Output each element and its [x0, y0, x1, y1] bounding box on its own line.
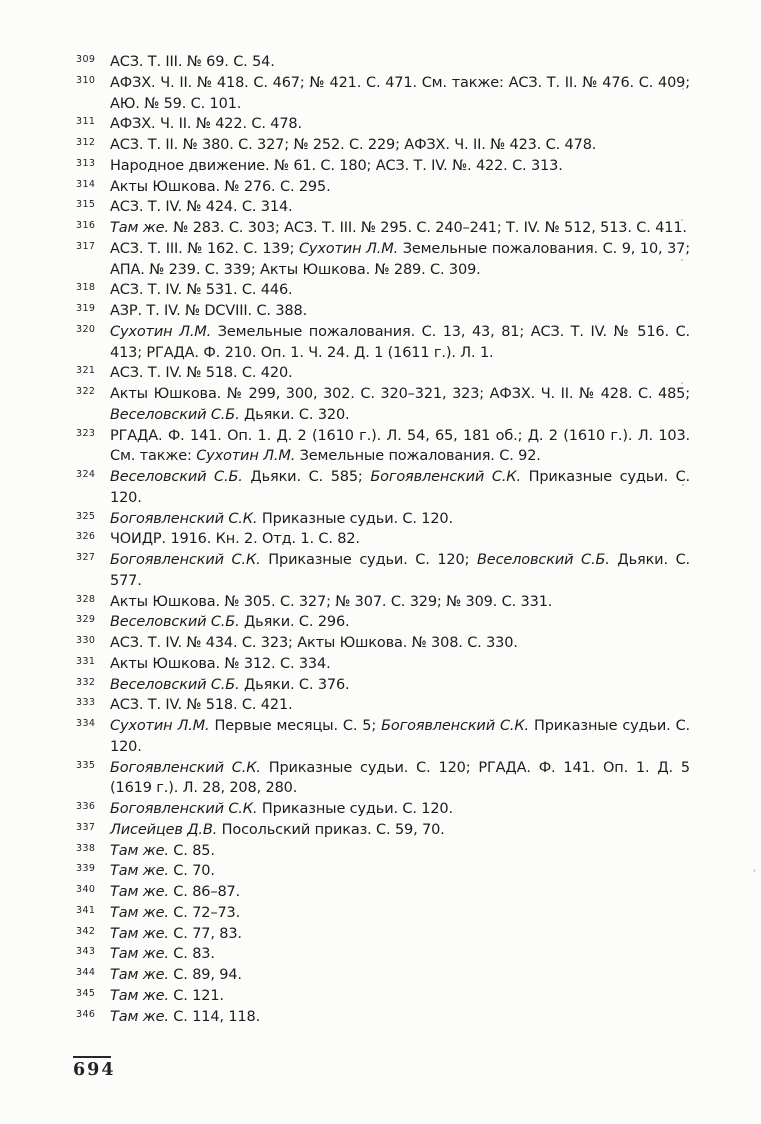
footnote-text — [110, 635, 518, 651]
footnote-number: 320 — [76, 323, 96, 335]
citation-text: АСЗ. Т. IV. № 518. С. 420. — [110, 365, 293, 382]
citation-text: С. 72–73. — [168, 904, 241, 921]
footnote-310 — [75, 73, 690, 115]
footnote-text — [110, 137, 596, 153]
footnote-text — [110, 428, 690, 465]
cited-author: Богоявленский С.К. — [110, 552, 261, 568]
footnote-number: 331 — [76, 655, 96, 667]
cited-author: Богоявленский С.К. — [381, 718, 529, 734]
citation-text: Земельные пожалования. С. 9, 10, 37; АПА. № 239. С. 339; Акты Юшкова. № 289. С. 309. — [110, 240, 690, 278]
footnote-text — [110, 158, 563, 174]
footnote-text — [110, 614, 350, 630]
endnotes-list — [75, 52, 690, 1027]
footnote-text — [110, 54, 275, 70]
footnote-316 — [75, 218, 690, 239]
citation-text: Земельные пожалования. С. 13, 43, 81; АСЗ. Т. IV. № 516. С. 413; РГАДА. Ф. 210. Оп. 1. Ч. 24. Д. 1 (1611 г.). Л. 1. — [110, 323, 691, 361]
footnote-324 — [75, 467, 690, 509]
footnote-number: 319 — [76, 303, 96, 314]
footnote-text — [110, 116, 302, 132]
cited-author: Сухотин Л.М. — [110, 718, 210, 734]
cited-author: Там же. — [110, 220, 169, 236]
cited-author: Лисейцев Д.В. — [110, 821, 218, 838]
footnote-345 — [75, 986, 690, 1007]
cited-author: Там же. — [110, 925, 169, 942]
footnote-332 — [75, 675, 690, 696]
citation-text: Дьяки. С. 376. — [239, 676, 350, 693]
citation-text: АСЗ. Т. IV. № 434. С. 323; Акты Юшкова. № 308. С. 330. — [110, 635, 518, 651]
footnote-text — [110, 365, 293, 381]
citation-text: АСЗ. Т. III. № 162. С. 139; — [110, 240, 299, 257]
footnote-number: 336 — [76, 801, 96, 812]
page-footer — [73, 1056, 116, 1080]
footnote-number: 344 — [76, 967, 96, 978]
footnote-text — [110, 531, 360, 547]
cited-author: Там же. — [110, 863, 169, 880]
cited-author: Богоявленский С.К. — [110, 510, 258, 527]
footnote-325 — [75, 509, 690, 530]
footnote-number: 340 — [76, 884, 96, 895]
scan-speck — [681, 382, 683, 384]
footnote-number: 321 — [76, 365, 96, 377]
footnote-319 — [75, 301, 690, 322]
footnote-text — [110, 469, 690, 506]
footnote-number: 330 — [76, 635, 96, 646]
cited-author: Веселовский С.Б. — [110, 676, 240, 693]
cited-author: Там же. — [110, 1008, 169, 1025]
cited-author: Веселовский С.Б. — [110, 406, 240, 423]
citation-text: Акты Юшкова. № 299, 300, 302. С. 320–321, 323; АФЗХ. Ч. II. № 428. С. 485; — [110, 386, 690, 402]
footnote-text — [110, 801, 453, 817]
footnote-number: 345 — [76, 987, 96, 999]
citation-text: Дьяки. С. 577. — [110, 552, 691, 589]
footnote-317 — [75, 239, 690, 281]
footnote-text — [110, 179, 331, 195]
footnote-number: 326 — [76, 531, 96, 543]
footnote-336 — [75, 799, 690, 820]
footnote-text — [110, 697, 293, 713]
footnote-330 — [75, 633, 690, 654]
footnote-327 — [75, 550, 690, 592]
footnote-text — [110, 199, 293, 215]
footnote-number: 343 — [76, 946, 96, 958]
footnote-312 — [75, 135, 690, 156]
footnote-text — [110, 863, 215, 879]
footnote-number: 341 — [76, 904, 96, 916]
footnote-338 — [75, 841, 690, 862]
footnote-321 — [75, 363, 690, 384]
footnote-315 — [75, 197, 690, 218]
footnote-text — [110, 303, 307, 319]
footnote-number: 329 — [76, 614, 96, 626]
footnote-number: 325 — [76, 510, 96, 522]
footnote-342 — [75, 924, 690, 945]
footnote-329 — [75, 612, 690, 633]
footnote-number: 334 — [76, 718, 96, 729]
footnote-text — [110, 926, 242, 942]
citation-text: Акты Юшкова. № 276. С. 295. — [110, 178, 331, 195]
footnote-number: 314 — [76, 178, 96, 190]
citation-text: АСЗ. Т. IV. № 518. С. 421. — [110, 697, 293, 714]
footnote-text — [110, 677, 350, 693]
citation-text: С. 70. — [168, 863, 215, 880]
citation-text: Акты Юшкова. № 312. С. 334. — [110, 655, 331, 672]
footnote-309 — [75, 52, 690, 73]
cited-author: Богоявленский С.К. — [370, 469, 521, 485]
citation-text: Приказные судьи. С. 120. — [110, 718, 691, 755]
citation-text: Дьяки. С. 320. — [239, 406, 350, 423]
footnote-number: 322 — [76, 386, 96, 397]
cited-author: Веселовский С.Б. — [110, 469, 243, 485]
citation-text: Приказные судьи. С. 120. — [257, 801, 453, 817]
footnote-number: 328 — [76, 593, 96, 605]
citation-text: ЧОИДР. 1916. Кн. 2. Отд. 1. С. 82. — [110, 531, 360, 548]
footnote-text — [110, 988, 224, 1004]
footnote-number: 310 — [76, 74, 96, 86]
footnote-number: 313 — [76, 157, 96, 169]
footnote-text — [110, 241, 690, 278]
footnote-311 — [75, 114, 690, 135]
footnote-335 — [75, 758, 690, 800]
citation-text: Народное движение. № 61. С. 180; АСЗ. Т. IV. №. 422. С. 313. — [110, 157, 563, 174]
cited-author: Там же. — [110, 946, 169, 963]
footnote-313 — [75, 156, 690, 177]
citation-text: Земельные пожалования. С. 92. — [295, 448, 541, 465]
cited-author: Богоявленский С.К. — [110, 759, 261, 776]
cited-author: Там же. — [110, 904, 169, 921]
footnote-334 — [75, 716, 690, 758]
citation-text: Посольский приказ. С. 59, 70. — [217, 821, 445, 838]
scan-speck — [682, 326, 684, 328]
footnote-326 — [75, 529, 690, 550]
citation-text: АФЗХ. Ч. II. № 422. С. 478. — [110, 116, 302, 133]
page-number: 694 — [73, 1060, 116, 1080]
citation-text: Приказные судьи. С. 120; — [260, 552, 477, 568]
footnote-number: 332 — [76, 676, 96, 688]
citation-text: АСЗ. Т. IV. № 531. С. 446. — [110, 282, 293, 299]
footnote-number: 337 — [76, 821, 96, 833]
footnote-333 — [75, 695, 690, 716]
citation-text: С. 85. — [168, 842, 215, 859]
footnote-number: 338 — [76, 842, 96, 854]
footnote-346 — [75, 1007, 690, 1028]
cited-author: Веселовский С.Б. — [110, 614, 240, 631]
footnote-text — [110, 843, 215, 859]
footnote-number: 324 — [76, 469, 96, 480]
footnote-text — [110, 552, 690, 589]
citation-text: Первые месяцы. С. 5; — [209, 718, 382, 734]
footnote-341 — [75, 903, 690, 924]
footnote-340 — [75, 882, 690, 903]
footnote-text — [110, 905, 240, 921]
footnote-320 — [75, 322, 690, 364]
footnote-text — [110, 594, 552, 610]
citation-text: Приказные судьи. С. 120. — [257, 510, 453, 527]
footnote-text — [110, 946, 215, 962]
citation-text: Дьяки. С. 296. — [239, 614, 350, 631]
cited-author: Там же. — [110, 884, 169, 900]
footnote-328 — [75, 592, 690, 613]
citation-text: Дьяки. С. 585; — [242, 469, 371, 485]
cited-author: Веселовский С.Б. — [477, 552, 610, 568]
scan-speck — [681, 219, 683, 221]
footnote-text — [110, 718, 690, 755]
citation-text: АФЗХ. Ч. II. № 418. С. 467; № 421. С. 471. См. также: АСЗ. Т. II. № 476. С. 409; АЮ. № 59. С. 101. — [110, 74, 690, 112]
scan-speck — [681, 259, 683, 261]
footnote-331 — [75, 654, 690, 675]
citation-text: С. 86–87. — [168, 884, 241, 900]
footnote-number: 317 — [76, 240, 96, 252]
footnote-number: 342 — [76, 925, 96, 937]
citation-text: АСЗ. Т. III. № 69. С. 54. — [110, 54, 275, 70]
footnote-314 — [75, 177, 690, 198]
footnote-text — [110, 324, 690, 361]
citation-text: Акты Юшкова. № 305. С. 327; № 307. С. 329; № 309. С. 331. — [110, 593, 553, 610]
footnote-number: 346 — [76, 1008, 96, 1020]
citation-text: РГАДА. Ф. 141. Оп. 1. Д. 2 (1610 г.). Л. 54, 65, 181 об.; Д. 2 (1610 г.). Л. 103. См. также: — [110, 427, 690, 465]
footnote-323 — [75, 426, 690, 468]
citation-text: С. 114, 118. — [168, 1008, 261, 1025]
footnote-text — [110, 656, 331, 672]
footnote-number: 339 — [76, 863, 96, 875]
footnote-text — [110, 967, 242, 983]
footnote-text — [110, 386, 690, 423]
footnote-344 — [75, 965, 690, 986]
footnote-number: 311 — [76, 116, 96, 128]
citation-text: С. 83. — [168, 946, 215, 963]
citation-text: С. 77, 83. — [168, 925, 242, 942]
footnote-number: 309 — [76, 54, 96, 65]
citation-text: АЗР. Т. IV. № DCVIII. С. 388. — [110, 303, 308, 319]
folio-rule — [73, 1056, 111, 1058]
citation-text: АСЗ. Т. IV. № 424. С. 314. — [110, 199, 293, 216]
cited-author: Сухотин Л.М. — [196, 448, 296, 465]
scan-speck — [753, 869, 756, 872]
footnote-343 — [75, 944, 690, 965]
footnote-text — [110, 1009, 260, 1025]
cited-author: Сухотин Л.М. — [110, 323, 212, 340]
footnote-number: 333 — [76, 697, 96, 709]
citation-text: АСЗ. Т. II. № 380. С. 327; № 252. С. 229; АФЗХ. Ч. II. № 423. С. 478. — [110, 137, 597, 153]
footnote-322 — [75, 384, 690, 426]
footnote-text — [110, 760, 690, 797]
footnote-number: 335 — [76, 759, 96, 771]
footnote-number: 318 — [76, 282, 96, 294]
footnote-337 — [75, 820, 690, 841]
citation-text: С. 89, 94. — [168, 967, 242, 983]
citation-text: С. 121. — [168, 987, 224, 1004]
footnote-text — [110, 220, 687, 236]
footnote-number: 327 — [76, 552, 96, 563]
citation-text: Приказные судьи. С. 120. — [110, 469, 691, 506]
cited-author: Там же. — [110, 967, 169, 983]
footnote-number: 312 — [76, 137, 96, 148]
scan-speck — [682, 88, 684, 90]
footnote-text — [110, 511, 453, 527]
footnote-number: 316 — [76, 220, 96, 231]
footnote-number: 323 — [76, 427, 96, 439]
footnote-text — [110, 282, 293, 298]
footnote-text — [110, 822, 445, 838]
citation-text: № 283. С. 303; АСЗ. Т. III. № 295. С. 240–241; Т. IV. № 512, 513. С. 411. — [168, 220, 687, 236]
footnote-text — [110, 884, 240, 900]
footnote-339 — [75, 861, 690, 882]
cited-author: Там же. — [110, 842, 169, 859]
cited-author: Богоявленский С.К. — [110, 801, 258, 817]
footnote-text — [110, 75, 690, 112]
cited-author: Там же. — [110, 987, 169, 1004]
footnote-number: 315 — [76, 199, 96, 211]
citation-text: Приказные судьи. С. 120; РГАДА. Ф. 141. Оп. 1. Д. 5 (1619 г.). Л. 28, 208, 280. — [110, 759, 690, 797]
scan-speck — [682, 484, 684, 486]
cited-author: Сухотин Л.М. — [298, 240, 399, 257]
footnote-318 — [75, 280, 690, 301]
